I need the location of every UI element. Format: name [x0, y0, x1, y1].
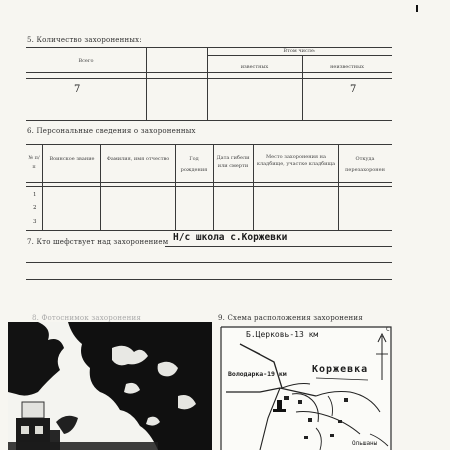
col-birth-header: Год рождения [180, 156, 208, 173]
section6-title: 6. Персональные сведения о захороненных [27, 127, 196, 135]
map-label-top-road: Б.Церковь-13 км [246, 330, 319, 339]
section9-title: 9. Схема расположения захоронения [218, 314, 363, 322]
col-known-header: известных [240, 64, 269, 70]
col-num-header: № п/п [28, 155, 40, 170]
col-of-them-header: Втом числе: [283, 48, 316, 54]
table-row-number: 2 [33, 205, 37, 211]
table-row-number: 3 [33, 219, 37, 225]
grave-photo [8, 322, 212, 450]
section5-title: 5. Количество захороненных: [27, 36, 142, 44]
location-map [220, 326, 392, 450]
blank-line [26, 279, 392, 280]
col-place-header: Место захоронения на кладбище, участке кладбища [256, 154, 336, 167]
col-unknown-header: неизвестных [330, 64, 364, 70]
map-label-bottom-right: Ольшаны [352, 440, 378, 447]
col-total-header: Всего [78, 58, 94, 64]
section7-label: 7. Кто шефствует над захоронением [27, 238, 169, 246]
blank-line [26, 262, 392, 263]
map-label-village: Коржевка [312, 364, 369, 375]
patron-underline [165, 246, 392, 247]
unknown-value: 7 [350, 84, 357, 95]
col-rank-header: Воинское звание [49, 156, 95, 162]
col-name-header: Фамилия, имя отчество [106, 156, 170, 162]
scan-mark [416, 5, 418, 12]
photo-image [8, 322, 212, 450]
map-label-left-road: Володарка-19 км [228, 370, 287, 378]
table-row-number: 1 [33, 192, 37, 198]
col-death-header: Дата гибели или смерти [216, 155, 250, 169]
section8-title: 8. Фотоснимок захоронения [32, 314, 141, 322]
total-value: 7 [74, 84, 81, 95]
col-from-header: Откуда перезахоронен [345, 156, 385, 173]
patron-value: Н/с школа с.Коржевки [173, 232, 288, 243]
map-drawing [220, 326, 392, 450]
map-label-north: С [386, 326, 390, 333]
